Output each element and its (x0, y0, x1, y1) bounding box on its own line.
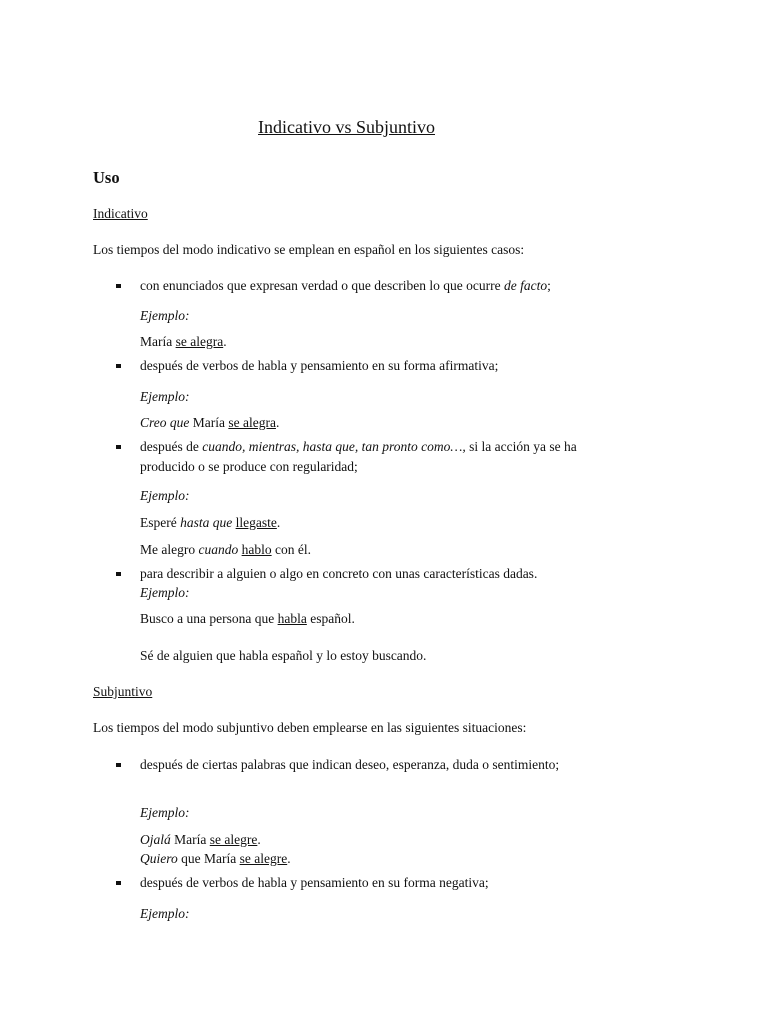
example-text: Busco a una persona que (140, 611, 278, 626)
ejemplo-label: Ejemplo: (140, 585, 190, 600)
section-heading-uso: Uso (93, 168, 120, 187)
example-text: . (223, 334, 227, 349)
example-text-italic: Quiero (140, 851, 178, 866)
example-text: María (189, 415, 229, 430)
item-text: con enunciados que expresan verdad o que describen lo que ocurre (140, 278, 504, 293)
example-sentence (140, 333, 227, 350)
example-text: que María (177, 851, 240, 866)
ejemplo-label: Ejemplo: (140, 488, 190, 503)
example-text: español. (306, 611, 355, 626)
indicativo-item-3 (140, 438, 577, 455)
example-text-italic: cuando (198, 542, 239, 557)
item-text: después de (140, 439, 203, 454)
example-text: . (257, 832, 261, 847)
example-verb: llegaste (235, 515, 277, 530)
example-text: con él. (271, 542, 311, 557)
indicativo-item-2: después de verbos de habla y pensamiento en su forma afirmativa; (140, 358, 499, 373)
ejemplo-label: Ejemplo: (140, 906, 190, 921)
example-sentence (140, 414, 279, 431)
item-text-italic: de facto (503, 278, 548, 293)
example-verb: se alegre (239, 851, 288, 866)
example-sentence (140, 541, 311, 558)
example-verb: se alegra (175, 334, 224, 349)
item-text: ; (547, 278, 551, 293)
indicativo-intro: Los tiempos del modo indicativo se emplean en español en los siguientes casos: (93, 242, 525, 257)
subjuntivo-item-2: después de verbos de habla y pensamiento en su forma negativa; (140, 875, 489, 890)
bullet-icon (116, 438, 121, 455)
example-text: . (276, 515, 281, 530)
example-verb: se alegre (209, 832, 258, 847)
example-verb: habla (277, 611, 307, 626)
example-verb: hablo (241, 542, 272, 557)
bullet-icon (116, 565, 121, 582)
example-text: . (287, 851, 291, 866)
subjuntivo-item-1: después de ciertas palabras que indican deseo, esperanza, duda o sentimiento; (140, 757, 560, 772)
example-sentence (140, 514, 280, 531)
ejemplo-label: Ejemplo: (140, 805, 190, 820)
example-text: Me alegro (140, 542, 199, 557)
example-sentence (140, 831, 261, 848)
subjuntivo-intro: Los tiempos del modo subjuntivo deben emplearse en las siguientes situaciones: (93, 720, 527, 735)
example-text: Esperé (140, 515, 181, 530)
ejemplo-label: Ejemplo: (140, 389, 190, 404)
example-text-italic: hasta que (180, 515, 233, 530)
bullet-icon (116, 756, 121, 773)
bullet-icon (116, 357, 121, 374)
page-title: Indicativo vs Subjuntivo (258, 117, 435, 137)
example-sentence (140, 850, 291, 867)
bullet-icon (116, 874, 121, 891)
item-text: si la acción ya se ha (465, 439, 577, 454)
example-text-italic: Creo que (140, 415, 190, 430)
example-text-italic: Ojalá (140, 832, 171, 847)
example-text: María (170, 832, 210, 847)
indicativo-item-1 (140, 277, 551, 294)
subheading-subjuntivo: Subjuntivo (93, 684, 153, 699)
indicativo-item-4: para describir a alguien o algo en concreto con unas características dadas. (140, 566, 538, 581)
example-verb: se alegra (228, 415, 276, 430)
example-sentence: Sé de alguien que habla español y lo estoy buscando. (140, 648, 427, 663)
bullet-icon (116, 277, 121, 294)
subheading-indicativo: Indicativo (93, 206, 148, 221)
ejemplo-label: Ejemplo: (140, 308, 190, 323)
example-sentence (140, 610, 355, 627)
example-text: . (275, 415, 280, 430)
item-text-italic: cuando, mientras, hasta que, tan pronto como…, (202, 439, 466, 454)
indicativo-item-3-line2: producido o se produce con regularidad; (140, 459, 358, 474)
example-text: María (140, 334, 176, 349)
